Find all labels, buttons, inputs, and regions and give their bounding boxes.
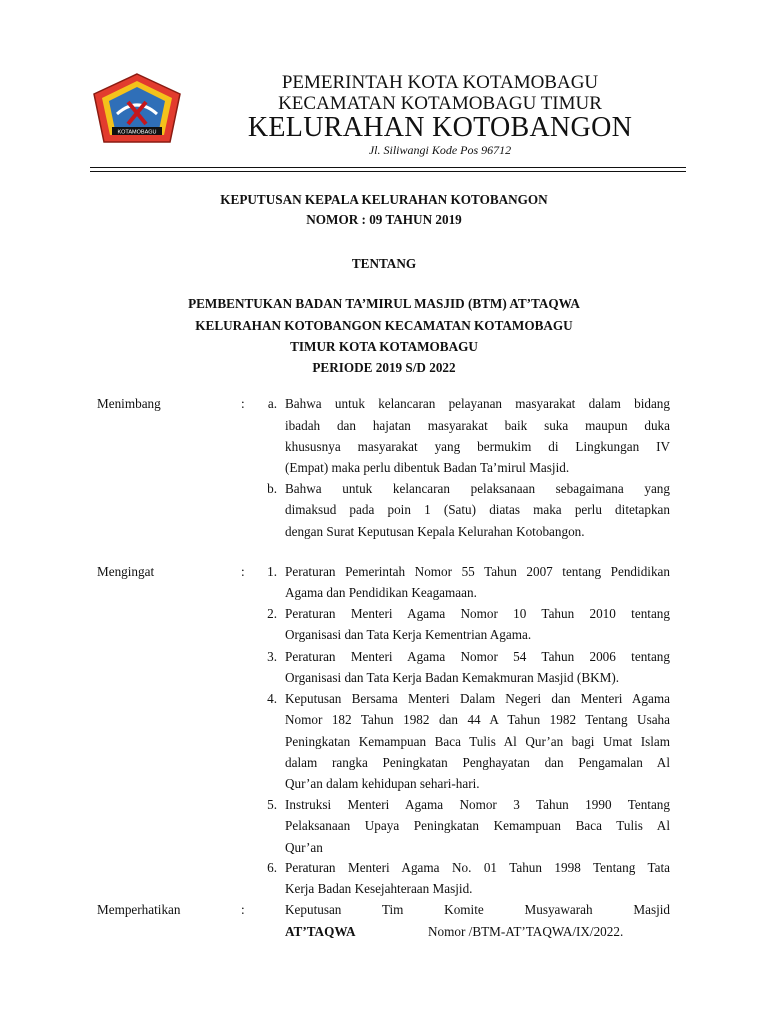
letterhead-rule-thick — [90, 167, 686, 168]
menimbang-item-mark: b. — [267, 481, 277, 496]
mengingat-item-line: Qur’an — [285, 840, 323, 855]
menimbang-item-line: ibadah dan hajatan masyarakat baik suka maupun duka — [285, 418, 670, 433]
mengingat-item-line: Peraturan Menteri Agama No. 01 Tahun 1998 Tentang Tata — [285, 860, 670, 875]
decree-about: TENTANG — [351, 256, 417, 271]
menimbang-item-line: khususnya masyarakat yang bermukim di Lingkungan IV — [285, 439, 670, 454]
mengingat-item-line: Peraturan Pemerintah Nomor 55 Tahun 2007 tentang Pendidikan — [285, 564, 670, 579]
letterhead-address: Jl. Siliwangi Kode Pos 96712 — [368, 143, 512, 157]
memperhatikan-number: Nomor /BTM-AT’TAQWA/IX/2022. — [428, 924, 624, 939]
mengingat-colon: : — [241, 564, 245, 579]
memperhatikan-masjid-name: AT’TAQWA — [285, 924, 356, 939]
menimbang-item-line: dimaksud pada poin 1 (Satu) diatas maka perlu ditetapkan — [285, 502, 670, 517]
decree-title: KEPUTUSAN KEPALA KELURAHAN KOTOBANGON — [220, 192, 548, 207]
mengingat-item-line: Pelaksanaan Upaya Peningkatan Kemampuan Baca Tulis Al — [285, 818, 670, 833]
mengingat-item-mark: 5. — [267, 797, 277, 812]
menimbang-item-line: Bahwa untuk kelancaran pelayanan masyarakat dalam bidang — [285, 396, 670, 411]
mengingat-item-line: Qur’an dalam kehidupan sehari-hari. — [285, 776, 480, 791]
menimbang-item-line: (Empat) maka perlu dibentuk Badan Ta’mirul Masjid. — [285, 460, 570, 475]
letterhead-rule-thin — [90, 171, 686, 172]
letterhead-line-2: KECAMATAN KOTAMOBAGU TIMUR — [278, 93, 602, 114]
mengingat-item-mark: 2. — [267, 606, 277, 621]
mengingat-item-line: dalam rangka Peningkatan Penghayatan dan Pengamalan Al — [285, 755, 670, 770]
mengingat-item-line: Instruksi Menteri Agama Nomor 3 Tahun 1990 Tentang — [285, 797, 670, 812]
mengingat-item-line: Peraturan Menteri Agama Nomor 54 Tahun 2006 tentang — [285, 649, 670, 664]
letterhead-line-1: PEMERINTAH KOTA KOTAMOBAGU — [281, 72, 599, 93]
mengingat-item-mark: 1. — [267, 564, 277, 579]
mengingat-item-line: Keputusan Bersama Menteri Dalam Negeri dan Menteri Agama — [285, 691, 670, 706]
menimbang-item-mark: a. — [267, 396, 277, 411]
kotamobagu-emblem-logo — [90, 72, 184, 152]
mengingat-item-line: Nomor 182 Tahun 1982 dan 44 A Tahun 1982 Tentang Usaha — [285, 712, 670, 727]
menimbang-label: Menimbang — [97, 396, 161, 411]
memperhatikan-colon: : — [241, 902, 245, 917]
decree-subject-line: PEMBENTUKAN BADAN TA’MIRUL MASJID (BTM) AT’TAQWA — [188, 296, 580, 311]
letterhead-line-3: KELURAHAN KOTOBANGON — [247, 112, 633, 143]
mengingat-item-mark: 3. — [267, 649, 277, 664]
mengingat-item-line: Agama dan Pendidikan Keagamaan. — [285, 585, 477, 600]
mengingat-item-line: Peraturan Menteri Agama Nomor 10 Tahun 2010 tentang — [285, 606, 670, 621]
decree-subject-line: PERIODE 2019 S/D 2022 — [312, 360, 456, 375]
decree-subject-line: KELURAHAN KOTOBANGON KECAMATAN KOTAMOBAGU — [195, 318, 573, 333]
memperhatikan-label: Memperhatikan — [97, 902, 181, 917]
menimbang-item-line: Bahwa untuk kelancaran pelaksanaan sebagaimana yang — [285, 481, 670, 496]
memperhatikan-line: Keputusan Tim Komite Musyawarah Masjid — [285, 902, 670, 917]
mengingat-item-mark: 6. — [267, 860, 277, 875]
decree-number: NOMOR : 09 TAHUN 2019 — [306, 212, 462, 227]
mengingat-item-line: Organisasi dan Tata Kerja Badan Kemakmuran Masjid (BKM). — [285, 670, 620, 685]
decree-subject-line: TIMUR KOTA KOTAMOBAGU — [290, 339, 478, 354]
mengingat-label: Mengingat — [97, 564, 155, 579]
mengingat-item-line: Organisasi dan Tata Kerja Kementrian Agama. — [285, 627, 532, 642]
menimbang-item-line: dengan Surat Keputusan Kepala Kelurahan Kotobangon. — [285, 524, 585, 539]
menimbang-colon: : — [241, 396, 245, 411]
mengingat-item-mark: 4. — [267, 691, 277, 706]
logo-text: KOTAMOBAGU — [117, 129, 157, 136]
mengingat-item-line: Kerja Badan Kesejahteraan Masjid. — [285, 881, 473, 896]
mengingat-item-line: Peningkatan Kemampuan Baca Tulis Al Qur’an bagi Umat Islam — [285, 734, 670, 749]
